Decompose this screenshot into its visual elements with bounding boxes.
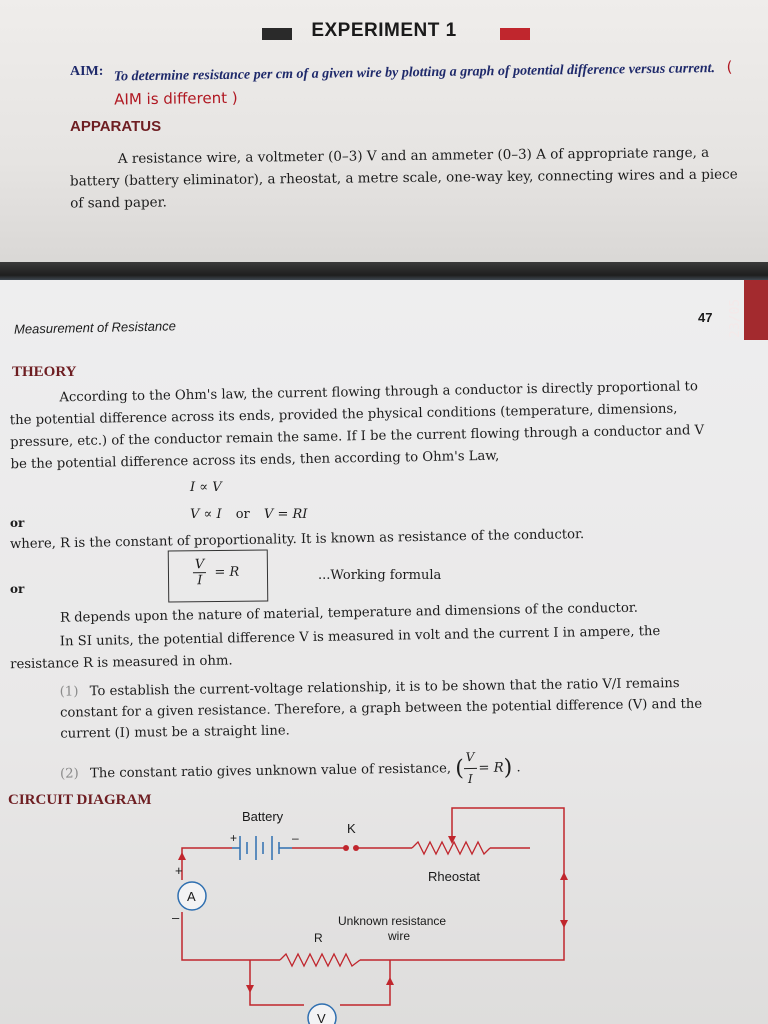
aim-text: To determine resistance per cm of a given wire by plotting a graph of potential difference versus current.	[113, 61, 716, 85]
si-units-text: In SI units, the potential difference V is measured in volt and the current I in ampere, the resistance R is measured in ohm.	[10, 623, 661, 673]
theory-heading: THEORY	[12, 364, 77, 380]
list-item-number: (2)	[59, 766, 79, 782]
list-item-text: To establish the current-voltage relationship, it is to be shown that the ratio V/I remains constant for a given resistance. Therefore, a graph between the potential difference (V) and the current (I) must be a straight line.	[59, 676, 703, 742]
wire-voltmeter-left	[250, 960, 304, 1005]
title-bar-right	[500, 28, 530, 40]
wire-label: wire	[388, 929, 411, 943]
aim-statement	[114, 56, 755, 113]
arrow-up-icon	[386, 977, 394, 985]
side-tab-text: 23/05	[728, 298, 743, 338]
ammeter-minus: –	[172, 910, 180, 925]
rheostat-icon	[412, 842, 490, 854]
battery-minus: –	[292, 831, 299, 845]
ratio-rhs: = R	[478, 760, 504, 776]
open-paren-icon: (	[455, 756, 464, 782]
formula-rhs: = R	[214, 564, 240, 581]
or-label-2: or	[10, 582, 25, 596]
battery-icon	[232, 836, 292, 860]
formula-denominator: I	[197, 573, 203, 589]
where-text: where, R is the constant of proportionality. It is known as resistance of the conductor.	[9, 527, 585, 553]
wire-voltmeter-right	[340, 960, 390, 1005]
list-item: (2) The constant ratio gives unknown value of resistance, ( $\frac{V}{I}$ = R) .	[60, 743, 741, 795]
running-head: Measurement of Resistance	[13, 318, 176, 337]
ammeter-label: A	[187, 889, 196, 904]
side-tab	[728, 280, 768, 340]
working-formula-label: ...Working formula	[318, 568, 442, 583]
formula-fraction	[193, 557, 207, 588]
key-label: K	[347, 821, 356, 836]
equation-ohms-law	[190, 507, 307, 522]
wire-ammeter-down	[182, 912, 280, 960]
list-item-number: (1)	[59, 684, 79, 700]
theory-paragraph: According to the Ohm's law, the current flowing through a conductor is directly proportional to the potential difference across its ends, provided the physical conditions (temperature, dimensions, pressure, etc.) of the conductor remain the same. If I be the current flowing through a conductor and V be the potential difference across its ends, then according to Ohm's Law,	[9, 379, 705, 473]
or-label: or	[10, 516, 25, 530]
apparatus-heading: APPARATUS	[70, 118, 162, 135]
bottom-page	[0, 280, 768, 1024]
page-number: 47	[698, 310, 713, 325]
top-page	[0, 0, 768, 268]
arrow-up-icon	[560, 872, 568, 880]
apparatus-text: A resistance wire, a voltmeter (0–3) V and an ammeter (0–3) A of appropriate range, a battery (battery eliminator), a rheostat, a metre scale, one-way key, connecting wires and a piece of sand paper.	[69, 144, 738, 212]
equation-or-word: or	[235, 507, 250, 522]
key-icon	[343, 845, 359, 851]
rheostat-label: Rheostat	[428, 869, 481, 884]
unknown-resistance-label: Unknown resistance	[338, 914, 447, 928]
aim-label: AIM:	[70, 64, 104, 79]
arrow-down-icon	[246, 985, 254, 993]
close-paren-icon: )	[503, 755, 513, 781]
equation-v-prop-i: V ∝ I	[190, 507, 222, 522]
list-item	[60, 672, 731, 744]
battery-plus: +	[230, 831, 238, 845]
equation-proportional: I ∝ V	[190, 480, 222, 495]
working-formula	[193, 557, 240, 588]
ammeter-plus: +	[175, 863, 183, 878]
ratio-denominator: I	[467, 771, 473, 787]
battery-label: Battery	[242, 809, 284, 824]
wire-top-left	[182, 848, 232, 880]
circuit-heading: CIRCUIT DIAGRAM	[8, 792, 152, 808]
circuit-diagram	[0, 800, 768, 1024]
formula-numerator: V	[193, 557, 207, 573]
experiment-title: EXPERIMENT 1	[311, 20, 457, 41]
working-formula-box	[168, 549, 269, 602]
voltmeter-label: V	[317, 1011, 326, 1024]
resistance-wire-icon	[280, 954, 360, 966]
resistance-r-label: R	[314, 931, 323, 945]
ratio-numerator: V	[464, 747, 477, 769]
arrow-down-icon	[560, 920, 568, 928]
handwritten-note: ( AIM is different )	[114, 57, 733, 109]
arrow-up-icon	[178, 852, 186, 860]
list-item-text: The constant ratio gives unknown value of resistance,	[89, 761, 452, 782]
equation-v-ri: V = RI	[263, 507, 308, 522]
ratio-fraction	[464, 747, 477, 790]
r-depends-text: R depends upon the nature of material, temperature and dimensions of the conductor.	[59, 600, 639, 626]
